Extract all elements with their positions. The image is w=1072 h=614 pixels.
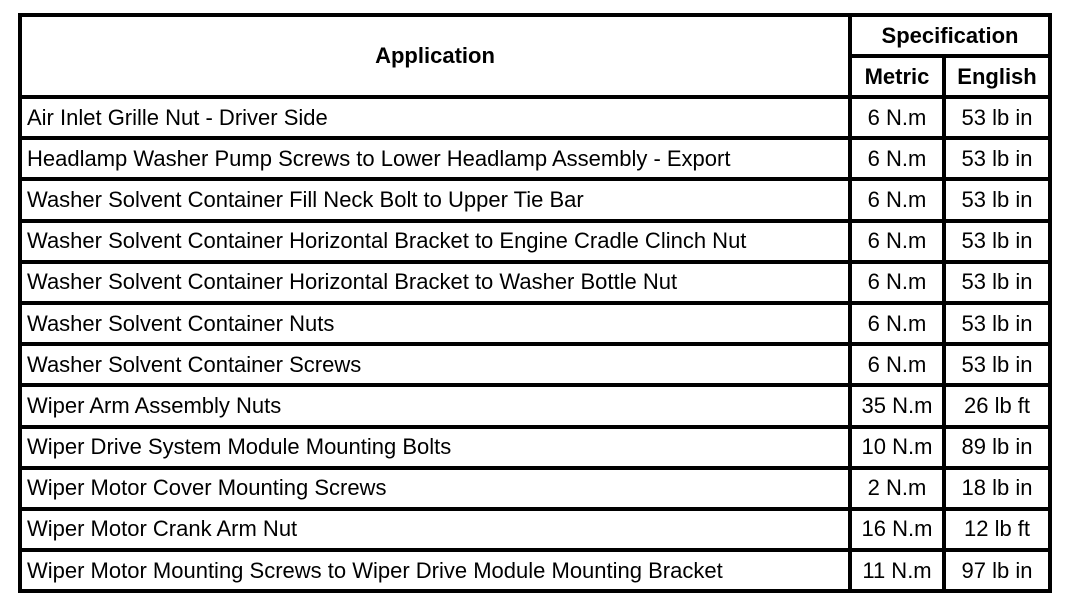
cell-metric: 10 N.m: [850, 427, 944, 468]
cell-metric: 6 N.m: [850, 221, 944, 262]
header-english: English: [944, 56, 1050, 97]
cell-application: Wiper Arm Assembly Nuts: [20, 385, 850, 426]
cell-application: Washer Solvent Container Screws: [20, 344, 850, 385]
cell-application: Wiper Motor Cover Mounting Screws: [20, 468, 850, 509]
cell-application: Air Inlet Grille Nut - Driver Side: [20, 97, 850, 138]
table-header: [20, 15, 1050, 97]
table-row: [20, 262, 1050, 303]
table-row: [20, 179, 1050, 220]
cell-application: Wiper Motor Mounting Screws to Wiper Drive Module Mounting Bracket: [20, 550, 850, 591]
cell-application: Wiper Motor Crank Arm Nut: [20, 509, 850, 550]
cell-metric: 6 N.m: [850, 344, 944, 385]
table-row: [20, 303, 1050, 344]
table-body: [20, 97, 1050, 591]
cell-metric: 6 N.m: [850, 97, 944, 138]
cell-metric: 11 N.m: [850, 550, 944, 591]
cell-application: Wiper Drive System Module Mounting Bolts: [20, 427, 850, 468]
cell-metric: 6 N.m: [850, 179, 944, 220]
table-row: [20, 97, 1050, 138]
cell-metric: 6 N.m: [850, 303, 944, 344]
header-application: Application: [20, 15, 850, 97]
header-specification: Specification: [850, 15, 1050, 56]
table-row: [20, 221, 1050, 262]
cell-english: 12 lb ft: [944, 509, 1050, 550]
cell-english: 53 lb in: [944, 97, 1050, 138]
cell-metric: 35 N.m: [850, 385, 944, 426]
cell-application: Washer Solvent Container Nuts: [20, 303, 850, 344]
fastener-spec-table: [18, 13, 1052, 593]
table-row: [20, 550, 1050, 591]
cell-english: 53 lb in: [944, 303, 1050, 344]
table-row: [20, 468, 1050, 509]
header-metric: Metric: [850, 56, 944, 97]
cell-english: 89 lb in: [944, 427, 1050, 468]
cell-english: 53 lb in: [944, 138, 1050, 179]
table-row: [20, 509, 1050, 550]
cell-english: 26 lb ft: [944, 385, 1050, 426]
table-row: [20, 344, 1050, 385]
table-row: [20, 427, 1050, 468]
cell-english: 53 lb in: [944, 262, 1050, 303]
cell-application: Washer Solvent Container Horizontal Bracket to Engine Cradle Clinch Nut: [20, 221, 850, 262]
cell-application: Headlamp Washer Pump Screws to Lower Headlamp Assembly - Export: [20, 138, 850, 179]
cell-english: 53 lb in: [944, 221, 1050, 262]
cell-english: 53 lb in: [944, 344, 1050, 385]
cell-metric: 6 N.m: [850, 138, 944, 179]
table-row: [20, 138, 1050, 179]
cell-metric: 16 N.m: [850, 509, 944, 550]
cell-english: 53 lb in: [944, 179, 1050, 220]
cell-english: 18 lb in: [944, 468, 1050, 509]
cell-metric: 2 N.m: [850, 468, 944, 509]
cell-english: 97 lb in: [944, 550, 1050, 591]
cell-application: Washer Solvent Container Fill Neck Bolt to Upper Tie Bar: [20, 179, 850, 220]
cell-application: Washer Solvent Container Horizontal Bracket to Washer Bottle Nut: [20, 262, 850, 303]
cell-metric: 6 N.m: [850, 262, 944, 303]
table-row: [20, 385, 1050, 426]
